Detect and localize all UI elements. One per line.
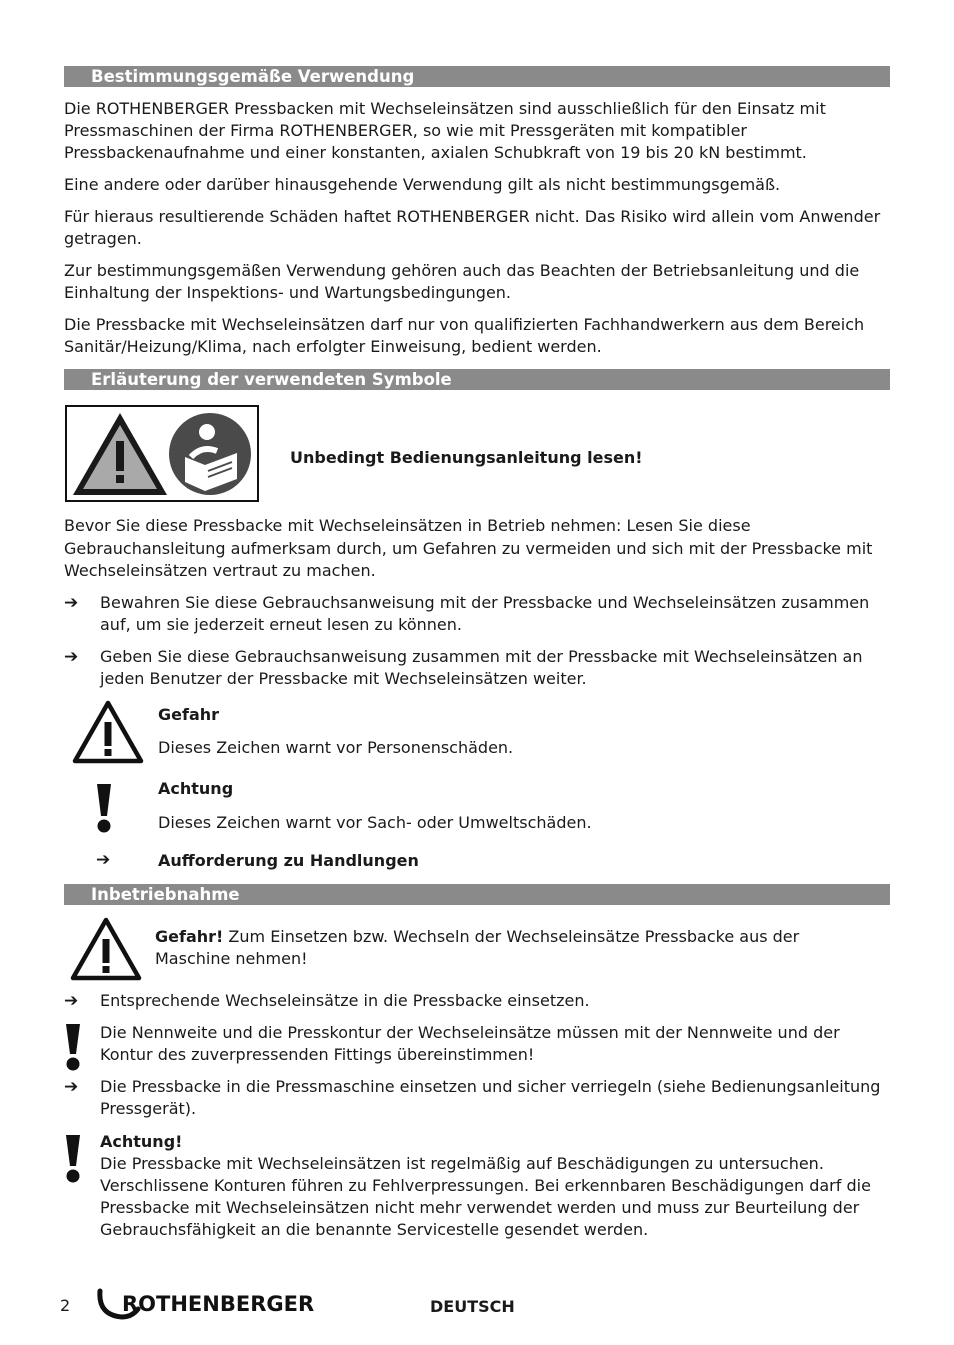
section-heading-symbols: Erläuterung der verwendeten Symbole bbox=[64, 369, 890, 390]
read-manual-text: Unbedingt Bedienungsanleitung lesen! bbox=[290, 448, 643, 467]
danger-legend-text: Dieses Zeichen warnt vor Personenschäden. bbox=[158, 738, 514, 757]
exclamation-icon bbox=[94, 782, 114, 834]
paragraph-liability: Für hieraus resultierende Schäden haftet ROTHENBERGER nicht. Das Risiko wird allein vom Anwender getragen. bbox=[64, 207, 881, 248]
step-insert-jaw: Die Pressbacke in die Pressmaschine einsetzen und sicher verriegeln (siehe Bedienungsanleitung Pressgerät). bbox=[100, 1077, 881, 1118]
exclamation-icon bbox=[63, 1022, 83, 1072]
arrow-icon: ➔ bbox=[64, 991, 79, 1011]
arrow-icon: ➔ bbox=[96, 850, 111, 870]
arrow-icon: ➔ bbox=[64, 647, 79, 667]
footer-language: DEUTSCH bbox=[430, 1297, 515, 1316]
warning-triangle-icon bbox=[72, 700, 144, 764]
action-legend-title: Aufforderung zu Handlungen bbox=[158, 851, 419, 870]
danger-legend-title: Gefahr bbox=[158, 705, 220, 724]
note-nominal-width: Die Nennweite und die Presskontur der Wechseleinsätze müssen mit der Nennweite und der Kontur des zuverpressenden Fittings übereinstimmen! bbox=[100, 1023, 840, 1064]
read-manual-icon bbox=[169, 413, 251, 495]
page-number: 2 bbox=[60, 1296, 71, 1315]
symbol-box bbox=[65, 405, 259, 502]
caution-label: Achtung! bbox=[100, 1132, 183, 1151]
caution-inspection-text: Die Pressbacke mit Wechseleinsätzen ist regelmäßig auf Beschädigungen zu untersuchen. Verschlissene Konturen führen zu Fehlverpressungen. Bei erkennbaren Beschädigungen darf die Pressbacke mit Wechseleinsätzen nicht mehr verwendet werden und muss zur Beurteilung der Gebrauchsfähigkeit an die benannte Servicestelle gesendet werden. bbox=[100, 1154, 871, 1239]
paragraph-intended-use: Die ROTHENBERGER Pressbacken mit Wechseleinsätzen sind ausschließlich für den Einsatz mit Pressmaschinen der Firma ROTHENBERGER, so wie mit Pressgeräten mit kompatibler Pressbackenaufnahme und einer konstanten, axialen Schubkraft von 19 bis 20 kN bestimmt. bbox=[64, 99, 826, 162]
brand-wordmark: ROTHENBERGER bbox=[122, 1292, 315, 1316]
step-insert-inserts: Entsprechende Wechseleinsätze in die Pressbacke einsetzen. bbox=[100, 991, 590, 1010]
warning-and-manual-icons bbox=[67, 407, 257, 500]
danger-remove-jaw bbox=[155, 926, 855, 970]
paragraph-instructions: Zur bestimmungsgemäßen Verwendung gehören auch das Beachten der Betriebsanleitung und die Einhaltung der Inspektions- und Wartungsbedingungen. bbox=[64, 261, 860, 302]
paragraph-other-use: Eine andere oder darüber hinausgehende Verwendung gilt als nicht bestimmungsgemäß. bbox=[64, 175, 781, 194]
arrow-icon: ➔ bbox=[64, 1077, 79, 1097]
exclamation-icon bbox=[63, 1133, 83, 1185]
warning-triangle-icon bbox=[73, 413, 167, 495]
bullet-keep-manual: Bewahren Sie diese Gebrauchsanweisung mit der Pressbacke und Wechseleinsätzen zusammen auf, um sie jederzeit erneut lesen zu können. bbox=[100, 593, 870, 634]
brand-logo bbox=[96, 1287, 328, 1327]
paragraph-qualified-staff: Die Pressbacke mit Wechseleinsätzen darf nur von qualifizierten Fachhandwerkern aus dem Bereich Sanitär/Heizung/Klima, nach erfolgter Einweisung, bedient werden. bbox=[64, 315, 865, 356]
danger-remove-jaw-text: Zum Einsetzen bzw. Wechseln der Wechseleinsätze Pressbacke aus der Maschine nehmen! bbox=[155, 927, 800, 968]
caution-legend-title: Achtung bbox=[158, 779, 234, 798]
paragraph-read-before-use: Bevor Sie diese Pressbacke mit Wechseleinsätzen in Betrieb nehmen: Lesen Sie diese Gebrauchansleitung aufmerksam durch, um Gefahren zu vermeiden und sich mit der Pressbacke mit Wechseleinsätzen vertraut zu machen. bbox=[64, 516, 873, 580]
section-heading-intended-use: Bestimmungsgemäße Verwendung bbox=[64, 66, 890, 87]
danger-label: Gefahr! bbox=[155, 927, 224, 946]
caution-legend-text: Dieses Zeichen warnt vor Sach- oder Umweltschäden. bbox=[158, 813, 592, 832]
warning-triangle-icon bbox=[70, 917, 142, 981]
arrow-icon: ➔ bbox=[64, 593, 79, 613]
section-heading-commissioning: Inbetriebnahme bbox=[64, 884, 890, 905]
bullet-pass-manual: Geben Sie diese Gebrauchsanweisung zusammen mit der Pressbacke mit Wechseleinsätzen an jeden Benutzer der Pressbacke mit Wechseleinsätzen weiter. bbox=[100, 647, 863, 688]
brand-logo-mark bbox=[96, 1287, 328, 1323]
